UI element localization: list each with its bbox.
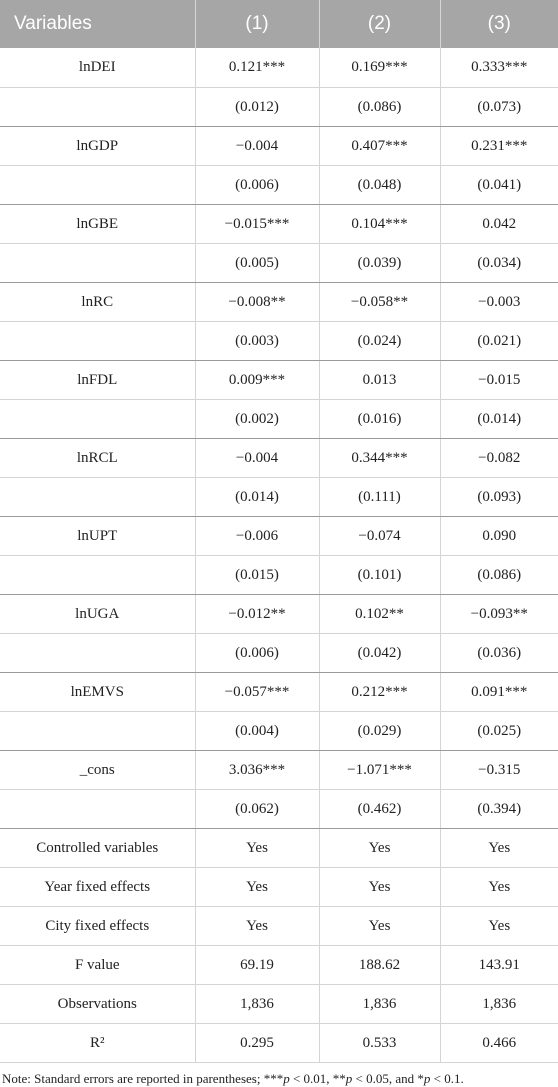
row-label-cell: lnFDL	[0, 361, 195, 400]
value-cell: −0.012**	[195, 595, 319, 634]
value-cell: (0.024)	[319, 322, 440, 361]
table-row	[0, 673, 558, 712]
header-model-3: (3)	[440, 0, 558, 48]
value-cell: Yes	[440, 907, 558, 946]
row-label-cell: F value	[0, 946, 195, 985]
value-cell: 0.169***	[319, 48, 440, 88]
value-cell: (0.036)	[440, 634, 558, 673]
row-label-cell	[0, 478, 195, 517]
value-cell: (0.006)	[195, 634, 319, 673]
value-cell: 143.91	[440, 946, 558, 985]
value-cell: 0.104***	[319, 205, 440, 244]
value-cell: (0.034)	[440, 244, 558, 283]
value-cell: 1,836	[319, 985, 440, 1024]
value-cell: 0.121***	[195, 48, 319, 88]
row-label-cell: Observations	[0, 985, 195, 1024]
value-cell: (0.003)	[195, 322, 319, 361]
table-row	[0, 868, 558, 907]
table-row	[0, 712, 558, 751]
value-cell: 0.333***	[440, 48, 558, 88]
row-label-cell: _cons	[0, 751, 195, 790]
value-cell: −0.004	[195, 439, 319, 478]
value-cell: (0.004)	[195, 712, 319, 751]
table-row	[0, 283, 558, 322]
value-cell: −0.004	[195, 127, 319, 166]
table-row	[0, 244, 558, 283]
table-row	[0, 127, 558, 166]
row-label-cell: lnGDP	[0, 127, 195, 166]
row-label-cell: lnUGA	[0, 595, 195, 634]
row-label-cell	[0, 556, 195, 595]
row-label-cell: Year fixed effects	[0, 868, 195, 907]
table-row	[0, 907, 558, 946]
value-cell: 0.042	[440, 205, 558, 244]
note-t1: < 0.01, **	[289, 1071, 346, 1086]
value-cell: 0.466	[440, 1024, 558, 1063]
value-cell: (0.394)	[440, 790, 558, 829]
value-cell: 0.091***	[440, 673, 558, 712]
value-cell: 0.231***	[440, 127, 558, 166]
value-cell: −0.058**	[319, 283, 440, 322]
note-p2: p	[345, 1071, 353, 1086]
row-label-cell: lnEMVS	[0, 673, 195, 712]
row-label-cell	[0, 244, 195, 283]
value-cell: 188.62	[319, 946, 440, 985]
value-cell: −0.008**	[195, 283, 319, 322]
value-cell: (0.005)	[195, 244, 319, 283]
value-cell: Yes	[319, 829, 440, 868]
table-row	[0, 985, 558, 1024]
value-cell: 0.533	[319, 1024, 440, 1063]
note-t3: < 0.1.	[430, 1071, 464, 1086]
table-row	[0, 478, 558, 517]
row-label-cell	[0, 790, 195, 829]
value-cell: (0.021)	[440, 322, 558, 361]
value-cell: (0.015)	[195, 556, 319, 595]
value-cell: Yes	[440, 829, 558, 868]
value-cell: 0.344***	[319, 439, 440, 478]
row-label-cell	[0, 88, 195, 127]
value-cell: 0.013	[319, 361, 440, 400]
table-row	[0, 790, 558, 829]
note-text: Note: Standard errors are reported in parentheses; ***	[2, 1071, 284, 1086]
row-label-cell: lnRCL	[0, 439, 195, 478]
header-model-1: (1)	[195, 0, 319, 48]
value-cell: −0.093**	[440, 595, 558, 634]
value-cell: (0.041)	[440, 166, 558, 205]
row-label-cell: lnRC	[0, 283, 195, 322]
row-label-cell: City fixed effects	[0, 907, 195, 946]
row-label-cell: lnGBE	[0, 205, 195, 244]
value-cell: (0.048)	[319, 166, 440, 205]
table-row	[0, 946, 558, 985]
value-cell: (0.111)	[319, 478, 440, 517]
value-cell: (0.093)	[440, 478, 558, 517]
value-cell: 0.009***	[195, 361, 319, 400]
header-model-2: (2)	[319, 0, 440, 48]
value-cell: −0.057***	[195, 673, 319, 712]
value-cell: −0.015***	[195, 205, 319, 244]
value-cell: (0.086)	[319, 88, 440, 127]
value-cell: −0.003	[440, 283, 558, 322]
value-cell: (0.062)	[195, 790, 319, 829]
row-label-cell: R²	[0, 1024, 195, 1063]
value-cell: −0.082	[440, 439, 558, 478]
table-row	[0, 400, 558, 439]
header-row	[0, 0, 558, 48]
table-row	[0, 205, 558, 244]
value-cell: (0.039)	[319, 244, 440, 283]
table-row	[0, 1024, 558, 1063]
value-cell: (0.462)	[319, 790, 440, 829]
header-variables: Variables	[0, 0, 195, 48]
note-t2: < 0.05, and *	[352, 1071, 424, 1086]
row-label-cell: Controlled variables	[0, 829, 195, 868]
row-label-cell	[0, 400, 195, 439]
value-cell: (0.025)	[440, 712, 558, 751]
value-cell: Yes	[319, 868, 440, 907]
value-cell: (0.012)	[195, 88, 319, 127]
table-note	[0, 1063, 558, 1087]
table-row	[0, 166, 558, 205]
value-cell: Yes	[440, 868, 558, 907]
value-cell: (0.101)	[319, 556, 440, 595]
value-cell: Yes	[195, 907, 319, 946]
value-cell: (0.006)	[195, 166, 319, 205]
value-cell: (0.014)	[440, 400, 558, 439]
table-row	[0, 439, 558, 478]
value-cell: Yes	[195, 868, 319, 907]
value-cell: −0.006	[195, 517, 319, 556]
value-cell: (0.002)	[195, 400, 319, 439]
note-p1: p	[283, 1071, 290, 1086]
table-row	[0, 634, 558, 673]
row-label-cell: lnUPT	[0, 517, 195, 556]
value-cell: Yes	[195, 829, 319, 868]
value-cell: (0.073)	[440, 88, 558, 127]
value-cell: −0.015	[440, 361, 558, 400]
value-cell: 1,836	[440, 985, 558, 1024]
table-row	[0, 517, 558, 556]
row-label-cell: lnDEI	[0, 48, 195, 88]
value-cell: (0.014)	[195, 478, 319, 517]
table-row	[0, 48, 558, 88]
row-label-cell	[0, 322, 195, 361]
table-row	[0, 829, 558, 868]
value-cell: −0.074	[319, 517, 440, 556]
value-cell: (0.086)	[440, 556, 558, 595]
value-cell: 0.102**	[319, 595, 440, 634]
table-row	[0, 751, 558, 790]
value-cell: 0.090	[440, 517, 558, 556]
value-cell: −0.315	[440, 751, 558, 790]
row-label-cell	[0, 634, 195, 673]
row-label-cell	[0, 712, 195, 751]
value-cell: 0.212***	[319, 673, 440, 712]
value-cell: 0.407***	[319, 127, 440, 166]
value-cell: (0.029)	[319, 712, 440, 751]
table-body	[0, 48, 558, 1063]
value-cell: 0.295	[195, 1024, 319, 1063]
table-row	[0, 88, 558, 127]
table-row	[0, 361, 558, 400]
value-cell: (0.042)	[319, 634, 440, 673]
value-cell: −1.071***	[319, 751, 440, 790]
table-row	[0, 322, 558, 361]
value-cell: 1,836	[195, 985, 319, 1024]
value-cell: (0.016)	[319, 400, 440, 439]
table-row	[0, 556, 558, 595]
note-p3: p	[423, 1071, 431, 1086]
value-cell: 69.19	[195, 946, 319, 985]
row-label-cell	[0, 166, 195, 205]
table-row	[0, 595, 558, 634]
value-cell: Yes	[319, 907, 440, 946]
value-cell: 3.036***	[195, 751, 319, 790]
